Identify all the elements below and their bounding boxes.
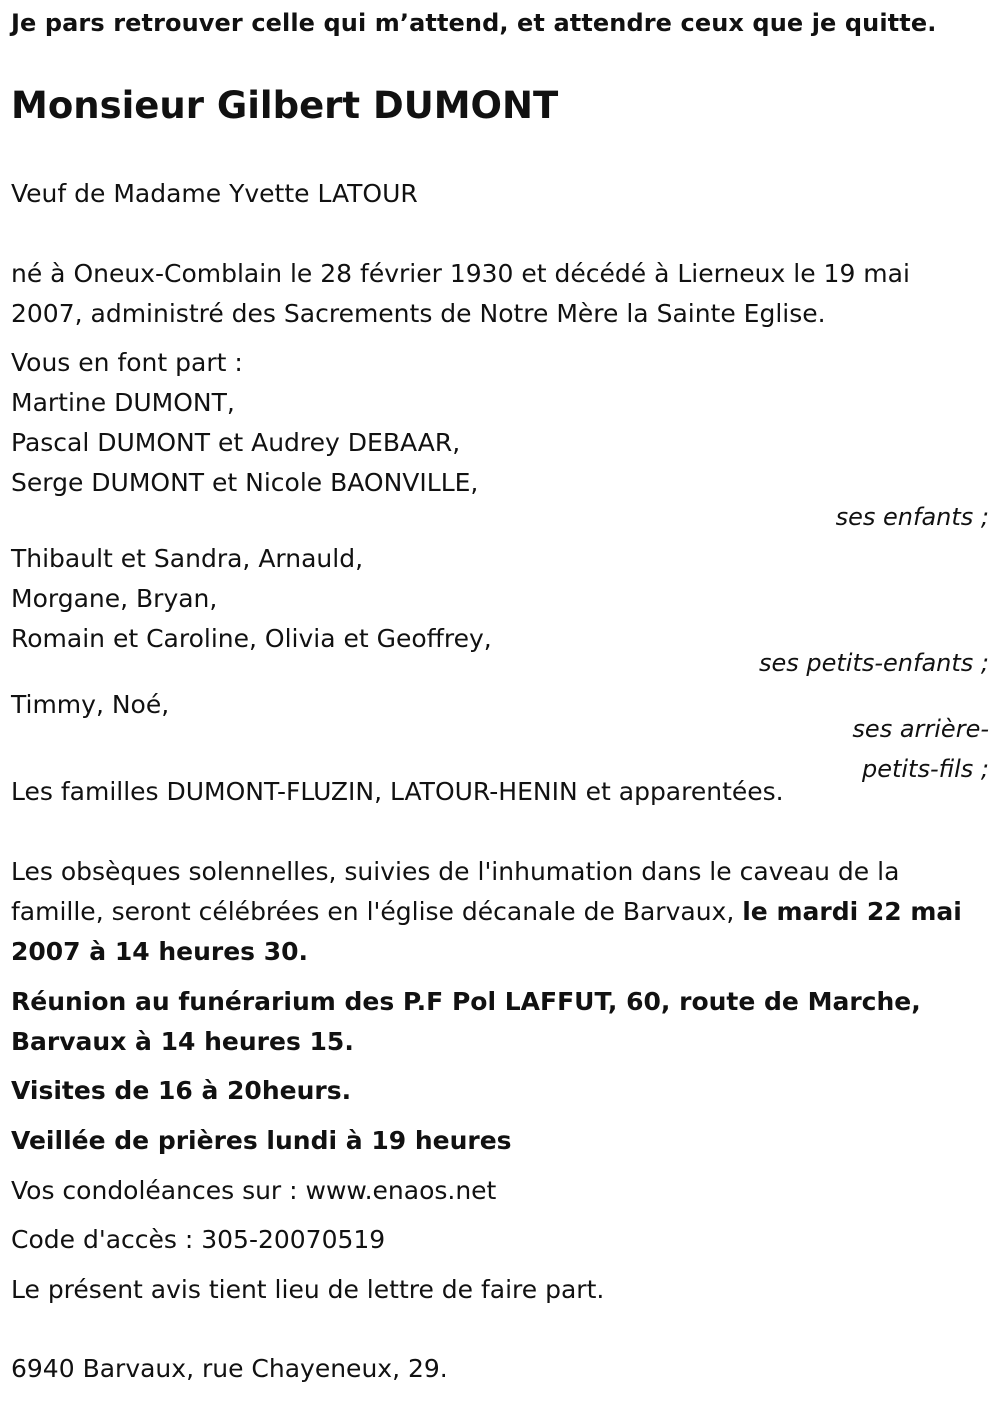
vigil-info: Veillée de prières lundi à 19 heures xyxy=(11,1126,512,1155)
widow-line: Veuf de Madame Yvette LATOUR xyxy=(11,179,418,208)
condolences-info: Vos condoléances sur : www.enaos.net xyxy=(11,1176,497,1205)
family-intro: Vous en font part : xyxy=(11,348,243,377)
child-line: Martine DUMONT, xyxy=(11,388,235,417)
funeral-paragraph xyxy=(11,852,996,972)
deceased-name: Monsieur Gilbert DUMONT xyxy=(11,84,559,127)
visits-info: Visites de 16 à 20heurs. xyxy=(11,1076,352,1105)
families-line: Les familles DUMONT-FLUZIN, LATOUR-HENIN et apparentées. xyxy=(11,777,784,806)
epitaph-quote: Je pars retrouver celle qui m’attend, et attendre ceux que je quitte. xyxy=(11,9,937,37)
great-grandchild-line: Timmy, Noé, xyxy=(11,690,170,719)
grandchild-line: Thibault et Sandra, Arnauld, xyxy=(11,544,364,573)
grandchild-line: Romain et Caroline, Olivia et Geoffrey, xyxy=(11,624,492,653)
great-grandchildren-label: ses arrière- xyxy=(852,715,989,743)
grandchild-line: Morgane, Bryan, xyxy=(11,584,218,613)
funeral-date: le mardi 22 mai 2007 à 14 heures 30. xyxy=(11,897,962,966)
address-line: 6940 Barvaux, rue Chayeneux, 29. xyxy=(11,1354,448,1383)
child-line: Serge DUMONT et Nicole BAONVILLE, xyxy=(11,468,479,497)
notice-statement: Le présent avis tient lieu de lettre de faire part. xyxy=(11,1275,605,1304)
family-list xyxy=(11,343,991,789)
child-line: Pascal DUMONT et Audrey DEBAAR, xyxy=(11,428,461,457)
children-label: ses enfants ; xyxy=(835,503,989,531)
great-grandchildren-label-cont: petits-fils ; xyxy=(861,755,989,783)
birth-death-paragraph: né à Oneux-Comblain le 28 février 1930 et décédé à Lierneux le 19 mai 2007, administré des Sacrements de Notre Mère la Sainte Eglise. xyxy=(11,259,910,328)
grandchildren-label: ses petits-enfants ; xyxy=(758,649,989,677)
reunion-info: Réunion au funérarium des P.F Pol LAFFUT, 60, route de Marche, Barvaux à 14 heures 15. xyxy=(11,987,921,1056)
access-code: Code d'accès : 305-20070519 xyxy=(11,1225,386,1254)
funeral-text: Les obsèques solennelles, suivies de l'inhumation dans le caveau de la famille, seront célébrées en l'église décanale de Barvaux, xyxy=(11,857,900,926)
